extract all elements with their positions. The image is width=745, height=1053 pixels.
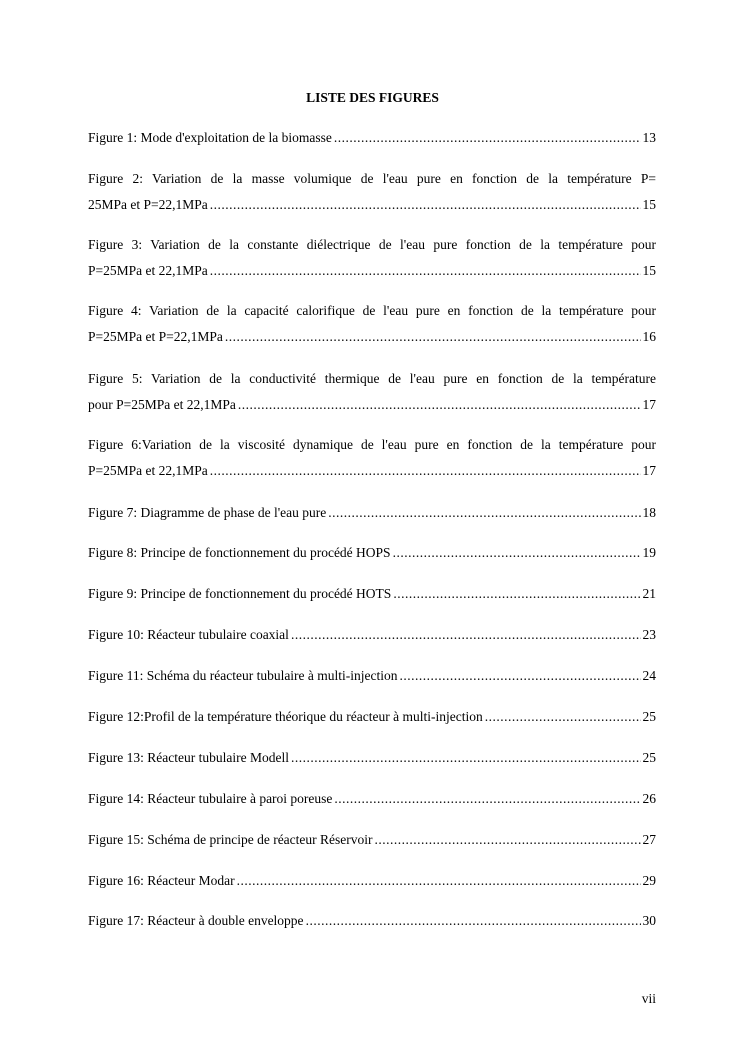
toc-entry-figure-10[interactable] xyxy=(88,622,656,648)
toc-entry-text-continued: P=25MPa et 22,1MPa xyxy=(88,463,208,478)
dot-leader xyxy=(306,908,641,934)
toc-entry-text: Figure 8: Principe de fonctionnement du procédé HOPS xyxy=(88,545,391,560)
toc-page-number: 27 xyxy=(642,832,656,847)
toc-entry-text: Figure 10: Réacteur tubulaire coaxial xyxy=(88,627,289,642)
toc-entry-figure-1[interactable] xyxy=(88,125,656,151)
toc-page-number: 30 xyxy=(642,913,656,928)
toc-entry-figure-12[interactable] xyxy=(88,704,656,730)
dot-leader xyxy=(393,540,641,566)
toc-page-number: 19 xyxy=(642,545,656,560)
toc-entry-figure-16[interactable] xyxy=(88,868,656,894)
toc-entry-text: Figure 3: Variation de la constante diélectrique de l'eau pure fonction de la température pour xyxy=(88,237,656,252)
toc-entry-figure-6[interactable] xyxy=(88,432,656,484)
toc-entry-text: Figure 16: Réacteur Modar xyxy=(88,873,235,888)
toc-entry-text: Figure 6:Variation de la viscosité dynamique de l'eau pure en fonction de la température pour xyxy=(88,437,656,452)
dot-leader xyxy=(225,324,641,350)
toc-page-number: 26 xyxy=(642,791,656,806)
toc-entry-figure-4[interactable] xyxy=(88,298,656,350)
toc-entry-figure-17[interactable] xyxy=(88,908,656,934)
toc-page-number: 29 xyxy=(642,873,656,888)
toc-entry-text: Figure 9: Principe de fonctionnement du procédé HOTS xyxy=(88,586,392,601)
toc-page-number: 24 xyxy=(642,668,656,683)
dot-leader xyxy=(334,786,640,812)
dot-leader xyxy=(210,458,641,484)
toc-entry-text: Figure 1: Mode d'exploitation de la biomasse xyxy=(88,130,332,145)
toc-entry-text-continued: P=25MPa et 22,1MPa xyxy=(88,263,208,278)
dot-leader xyxy=(291,622,641,648)
dot-leader xyxy=(328,500,640,526)
toc-entry-text: Figure 15: Schéma de principe de réacteur Réservoir xyxy=(88,832,373,847)
toc-entry-text: Figure 7: Diagramme de phase de l'eau pure xyxy=(88,505,327,520)
dot-leader xyxy=(334,125,641,151)
toc-page-number: 17 xyxy=(642,397,656,412)
toc-entry-text-continued: P=25MPa et P=22,1MPa xyxy=(88,329,223,344)
toc-page-number: 17 xyxy=(642,463,656,478)
dot-leader xyxy=(210,258,641,284)
toc-entry-figure-2[interactable] xyxy=(88,166,656,218)
toc-page-number: 18 xyxy=(642,505,656,520)
toc-entry-text: Figure 2: Variation de la masse volumique de l'eau pure en fonction de la température P= xyxy=(88,171,656,186)
toc-entry-figure-14[interactable] xyxy=(88,786,656,812)
toc-entry-text: Figure 14: Réacteur tubulaire à paroi poreuse xyxy=(88,791,333,806)
dot-leader xyxy=(210,192,641,218)
toc-entry-figure-7[interactable] xyxy=(88,500,656,526)
toc-entry-text: Figure 13: Réacteur tubulaire Modell xyxy=(88,750,289,765)
toc-page-number: 15 xyxy=(642,197,656,212)
toc-page-number: 23 xyxy=(642,627,656,642)
page-number: vii xyxy=(641,991,656,1006)
toc-entry-text: Figure 11: Schéma du réacteur tubulaire à multi-injection xyxy=(88,668,398,683)
toc-page-number: 25 xyxy=(642,709,656,724)
dot-leader xyxy=(393,581,640,607)
toc-entry-figure-13[interactable] xyxy=(88,745,656,771)
dot-leader xyxy=(238,392,641,418)
toc-entry-figure-5[interactable] xyxy=(88,366,656,418)
dot-leader xyxy=(485,704,641,730)
toc-page-number: 16 xyxy=(642,329,656,344)
toc-entry-text: Figure 5: Variation de la conductivité thermique de l'eau pure en fonction de la température xyxy=(88,371,656,386)
dot-leader xyxy=(375,827,641,853)
dot-leader xyxy=(237,868,641,894)
toc-entry-text: Figure 12:Profil de la température théorique du réacteur à multi-injection xyxy=(88,709,483,724)
toc-entry-text: Figure 17: Réacteur à double enveloppe xyxy=(88,913,304,928)
page-title: LISTE DES FIGURES xyxy=(306,90,439,105)
toc-entry-figure-8[interactable] xyxy=(88,540,656,566)
toc-entry-figure-9[interactable] xyxy=(88,581,656,607)
toc-page-number: 13 xyxy=(642,130,656,145)
toc-entry-figure-15[interactable] xyxy=(88,827,656,853)
dot-leader xyxy=(291,745,641,771)
toc-entry-text-continued: pour P=25MPa et 22,1MPa xyxy=(88,397,236,412)
toc-entry-text: Figure 4: Variation de la capacité calorifique de l'eau pure en fonction de la température pour xyxy=(88,303,656,318)
toc-entry-text-continued: 25MPa et P=22,1MPa xyxy=(88,197,208,212)
toc-entry-figure-11[interactable] xyxy=(88,663,656,689)
dot-leader xyxy=(400,663,641,689)
toc-page-number: 25 xyxy=(642,750,656,765)
toc-page-number: 21 xyxy=(642,586,656,601)
toc-entry-figure-3[interactable] xyxy=(88,232,656,284)
toc-page-number: 15 xyxy=(642,263,656,278)
